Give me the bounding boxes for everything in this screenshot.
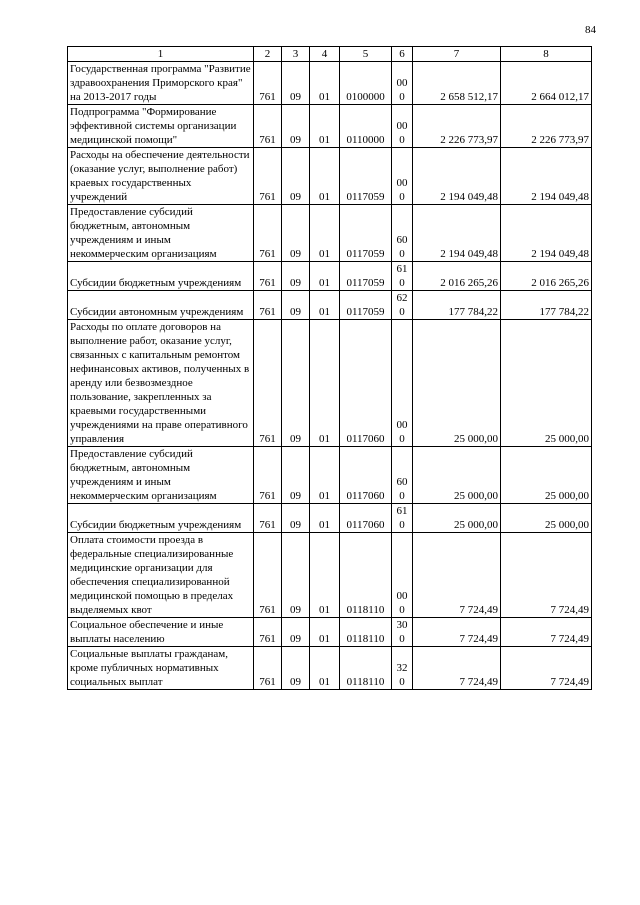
table-row	[68, 533, 592, 618]
header-cell-7: 7	[413, 47, 501, 62]
cell-expense-type: 610	[392, 504, 413, 533]
cell-ministry-code: 761	[254, 105, 282, 148]
row-description: Расходы на обеспечение деятельности (оказание услуг, выполнение работ) краевых государственных учреждений	[68, 148, 254, 205]
cell-section: 09	[282, 618, 310, 647]
cell-ministry-code: 761	[254, 618, 282, 647]
row-description: Расходы по оплате договоров на выполнение работ, оказание услуг, связанных с капитальным ремонтом нефинансовых активов, полученных в аренду или безвозмездное пользование, закрепленных за краевыми государственными учреждениями на праве оперативного управления	[68, 320, 254, 447]
table-row	[68, 105, 592, 148]
cell-amount-year-2: 2 664 012,17	[501, 62, 592, 105]
cell-ministry-code: 761	[254, 647, 282, 690]
cell-ministry-code: 761	[254, 533, 282, 618]
cell-target-article: 0117059	[340, 148, 392, 205]
cell-ministry-code: 761	[254, 262, 282, 291]
cell-ministry-code: 761	[254, 291, 282, 320]
cell-amount-year-2: 7 724,49	[501, 618, 592, 647]
header-cell-2: 2	[254, 47, 282, 62]
cell-amount-year-2: 25 000,00	[501, 504, 592, 533]
row-description: Субсидии бюджетным учреждениям	[68, 262, 254, 291]
header-cell-4: 4	[310, 47, 340, 62]
cell-expense-type: 600	[392, 205, 413, 262]
table-row	[68, 647, 592, 690]
header-cell-8: 8	[501, 47, 592, 62]
cell-amount-year-2: 2 016 265,26	[501, 262, 592, 291]
cell-section: 09	[282, 262, 310, 291]
table-row	[68, 148, 592, 205]
cell-amount-year-2: 177 784,22	[501, 291, 592, 320]
cell-amount-year-1: 7 724,49	[413, 533, 501, 618]
table-row	[68, 205, 592, 262]
cell-amount-year-2: 2 194 049,48	[501, 205, 592, 262]
cell-target-article: 0118110	[340, 618, 392, 647]
cell-amount-year-1: 25 000,00	[413, 447, 501, 504]
cell-expense-type: 320	[392, 647, 413, 690]
cell-target-article: 0117060	[340, 320, 392, 447]
cell-section: 09	[282, 320, 310, 447]
cell-amount-year-1: 7 724,49	[413, 647, 501, 690]
cell-section: 09	[282, 647, 310, 690]
cell-subsection: 01	[310, 262, 340, 291]
header-cell-1: 1	[68, 47, 254, 62]
cell-amount-year-1: 2 016 265,26	[413, 262, 501, 291]
cell-expense-type: 600	[392, 447, 413, 504]
cell-expense-type: 000	[392, 148, 413, 205]
cell-target-article: 0118110	[340, 533, 392, 618]
cell-subsection: 01	[310, 647, 340, 690]
row-description: Социальное обеспечение и иные выплаты населению	[68, 618, 254, 647]
cell-ministry-code: 761	[254, 62, 282, 105]
table-body	[68, 62, 592, 690]
cell-amount-year-2: 25 000,00	[501, 320, 592, 447]
cell-amount-year-2: 2 194 049,48	[501, 148, 592, 205]
cell-amount-year-1: 177 784,22	[413, 291, 501, 320]
row-description: Государственная программа "Развитие здравоохранения Приморского края" на 2013-2017 годы	[68, 62, 254, 105]
row-description: Социальные выплаты гражданам, кроме публичных нормативных социальных выплат	[68, 647, 254, 690]
table-row	[68, 504, 592, 533]
cell-target-article: 0117060	[340, 447, 392, 504]
cell-subsection: 01	[310, 447, 340, 504]
cell-amount-year-1: 7 724,49	[413, 618, 501, 647]
cell-amount-year-1: 2 226 773,97	[413, 105, 501, 148]
cell-amount-year-2: 7 724,49	[501, 647, 592, 690]
cell-target-article: 0117059	[340, 262, 392, 291]
cell-amount-year-1: 2 658 512,17	[413, 62, 501, 105]
cell-target-article: 0117059	[340, 205, 392, 262]
table-row	[68, 618, 592, 647]
cell-expense-type: 000	[392, 533, 413, 618]
cell-amount-year-2: 25 000,00	[501, 447, 592, 504]
cell-section: 09	[282, 533, 310, 618]
cell-expense-type: 300	[392, 618, 413, 647]
cell-subsection: 01	[310, 320, 340, 447]
header-cell-3: 3	[282, 47, 310, 62]
table-row	[68, 291, 592, 320]
cell-target-article: 0117059	[340, 291, 392, 320]
row-description: Субсидии автономным учреждениям	[68, 291, 254, 320]
cell-amount-year-1: 25 000,00	[413, 320, 501, 447]
cell-expense-type: 000	[392, 320, 413, 447]
cell-subsection: 01	[310, 62, 340, 105]
cell-subsection: 01	[310, 205, 340, 262]
cell-ministry-code: 761	[254, 205, 282, 262]
cell-section: 09	[282, 105, 310, 148]
budget-table	[67, 46, 592, 690]
cell-ministry-code: 761	[254, 447, 282, 504]
cell-expense-type: 000	[392, 62, 413, 105]
cell-section: 09	[282, 205, 310, 262]
cell-subsection: 01	[310, 618, 340, 647]
cell-section: 09	[282, 447, 310, 504]
cell-expense-type: 610	[392, 262, 413, 291]
row-description: Оплата стоимости проезда в федеральные специализированные медицинские организации для обеспечения специализированной медицинской помощью в пределах выделяемых квот	[68, 533, 254, 618]
header-row	[68, 47, 592, 62]
cell-amount-year-2: 7 724,49	[501, 533, 592, 618]
page-number: 84	[585, 24, 596, 36]
row-description: Предоставление субсидий бюджетным, автономным учреждениям и иным некоммерческим организациям	[68, 447, 254, 504]
cell-target-article: 0110000	[340, 105, 392, 148]
cell-section: 09	[282, 504, 310, 533]
table-row	[68, 447, 592, 504]
table-row	[68, 320, 592, 447]
cell-subsection: 01	[310, 504, 340, 533]
table-row	[68, 62, 592, 105]
cell-section: 09	[282, 148, 310, 205]
cell-expense-type: 000	[392, 105, 413, 148]
row-description: Субсидии бюджетным учреждениям	[68, 504, 254, 533]
cell-section: 09	[282, 62, 310, 105]
header-cell-6: 6	[392, 47, 413, 62]
cell-amount-year-1: 2 194 049,48	[413, 148, 501, 205]
cell-subsection: 01	[310, 291, 340, 320]
row-description: Подпрограмма "Формирование эффективной системы организации медицинской помощи"	[68, 105, 254, 148]
cell-expense-type: 620	[392, 291, 413, 320]
table-row	[68, 262, 592, 291]
cell-target-article: 0100000	[340, 62, 392, 105]
cell-ministry-code: 761	[254, 504, 282, 533]
cell-amount-year-1: 2 194 049,48	[413, 205, 501, 262]
cell-subsection: 01	[310, 148, 340, 205]
cell-section: 09	[282, 291, 310, 320]
cell-ministry-code: 761	[254, 320, 282, 447]
cell-target-article: 0118110	[340, 647, 392, 690]
row-description: Предоставление субсидий бюджетным, автономным учреждениям и иным некоммерческим организациям	[68, 205, 254, 262]
cell-target-article: 0117060	[340, 504, 392, 533]
cell-ministry-code: 761	[254, 148, 282, 205]
header-cell-5: 5	[340, 47, 392, 62]
cell-subsection: 01	[310, 533, 340, 618]
cell-amount-year-2: 2 226 773,97	[501, 105, 592, 148]
cell-subsection: 01	[310, 105, 340, 148]
cell-amount-year-1: 25 000,00	[413, 504, 501, 533]
